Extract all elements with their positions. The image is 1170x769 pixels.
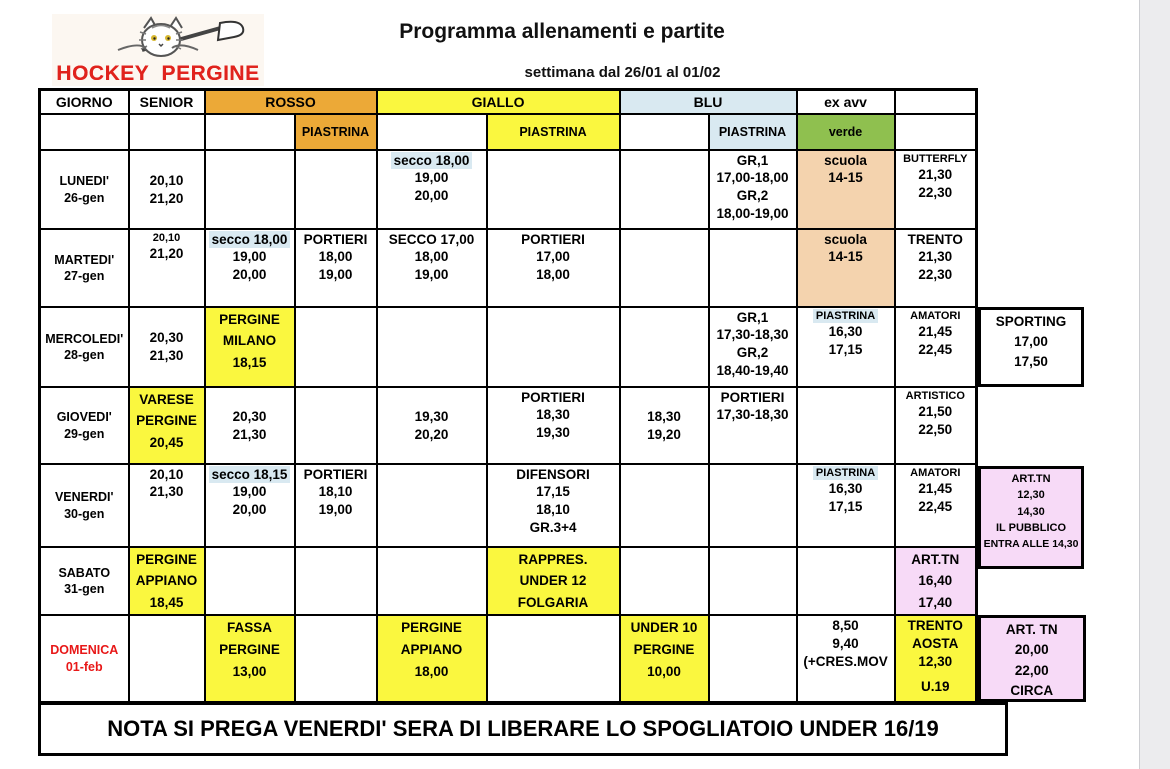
- cell-line: U.19: [921, 678, 950, 694]
- cell-line: 12,30: [918, 653, 953, 669]
- cell-line: 22,50: [918, 421, 953, 437]
- cell-line: PORTIERI: [521, 231, 585, 247]
- schedule-cell: [377, 229, 487, 307]
- schedule-cell: [487, 464, 620, 547]
- cell-line: 20,00: [232, 502, 267, 518]
- schedule-cell: [129, 615, 205, 702]
- cell-line: 19,30: [536, 425, 570, 441]
- note-text: NOTA SI PREGA VENERDI' SERA DI LIBERARE LO SPOGLIATOIO UNDER 16/19: [107, 716, 939, 741]
- schedule-cell: [620, 387, 709, 464]
- cell-line: 19,30: [414, 408, 449, 424]
- schedule-cell: [377, 307, 487, 387]
- header-cell: BLU: [620, 90, 797, 114]
- cell-line: 22,00: [1014, 662, 1049, 678]
- outside-column-cell: [977, 229, 1088, 307]
- cell-line: scuola: [824, 231, 867, 247]
- schedule-cell: [295, 615, 377, 702]
- subheader-cell: [895, 114, 977, 150]
- outside-column-cell: [977, 150, 1088, 229]
- outside-column-cell: [977, 307, 1088, 387]
- schedule-cell: [709, 229, 797, 307]
- cell-line: 20,10: [152, 231, 181, 244]
- cell-line: TRENTO: [907, 231, 963, 247]
- outside-column-cell: [977, 90, 1088, 114]
- cell-line: PIASTRINA: [798, 309, 894, 324]
- schedule-cell: [620, 307, 709, 387]
- schedule-cell: [377, 464, 487, 547]
- cell-line: UNDER 12: [519, 573, 587, 589]
- cell-line: 20,00: [414, 188, 449, 204]
- schedule-cell: [295, 464, 377, 547]
- cell-line: scuola: [824, 152, 867, 168]
- cell-line: 26-gen: [64, 190, 105, 205]
- cell-line: 21,30: [232, 426, 267, 442]
- cell-line: secco 18,00: [378, 152, 486, 170]
- schedule-cell: [487, 615, 620, 702]
- subheader-cell: verde: [797, 114, 895, 150]
- schedule-cell: [487, 307, 620, 387]
- schedule-cell: [797, 150, 895, 229]
- cell-line: 10,00: [647, 663, 681, 679]
- cell-line: 17,30-18,30: [716, 327, 789, 343]
- cell-line: LUNEDI': [59, 174, 109, 188]
- cell-line: VARESE: [139, 391, 194, 407]
- schedule-cell: [620, 229, 709, 307]
- cell-line: GR,2: [736, 345, 769, 361]
- schedule-cell: [709, 307, 797, 387]
- cell-line: ARTISTICO: [905, 389, 965, 402]
- subheader-cell: PIASTRINA: [487, 114, 620, 150]
- schedule-cell: [487, 229, 620, 307]
- cell-line: 20,00: [232, 267, 267, 283]
- schedule-cell: [377, 547, 487, 616]
- subheader-cell: [377, 114, 487, 150]
- schedule-cell: [895, 547, 977, 616]
- subheader-cell: PIASTRINA: [295, 114, 377, 150]
- subheader-cell: [620, 114, 709, 150]
- cell-line: 21,20: [149, 190, 184, 206]
- cell-line: APPIANO: [400, 641, 463, 657]
- cell-line: 18,00-19,00: [716, 205, 789, 221]
- cell-line: 29-gen: [64, 426, 105, 441]
- schedule-cell: [620, 615, 709, 702]
- cell-line: 20,10: [149, 172, 184, 188]
- schedule-cell: [895, 150, 977, 229]
- cell-line: 27-gen: [64, 269, 105, 283]
- cell-line: AMATORI: [910, 466, 961, 479]
- table-row: [40, 387, 1088, 464]
- cell-line: 21,20: [149, 246, 184, 262]
- cell-line: 19,00: [414, 267, 449, 283]
- cell-line: 18,00: [318, 249, 353, 265]
- day-cell: [40, 547, 129, 616]
- cell-line: 21,50: [918, 404, 953, 420]
- cell-line: 17,00: [536, 249, 570, 265]
- cell-line: 17,50: [1014, 354, 1048, 369]
- cell-line: 01-feb: [65, 659, 103, 674]
- table-row: [40, 615, 1088, 702]
- schedule-cell: [895, 229, 977, 307]
- schedule-cell: [205, 464, 295, 547]
- week-subtitle: settimana dal 26/01 al 01/02: [524, 64, 721, 81]
- cell-line: FASSA: [226, 620, 272, 636]
- schedule-cell: [295, 387, 377, 464]
- cell-line: 21,30: [149, 484, 184, 500]
- cell-line: VENERDI': [54, 490, 114, 504]
- table-row: [40, 229, 1088, 307]
- schedule-cell: [709, 387, 797, 464]
- cell-line: 18,30: [647, 408, 681, 424]
- cell-line: 13,00: [232, 663, 267, 679]
- cell-line: APPIANO: [135, 573, 198, 589]
- cell-line: 19,00: [232, 249, 267, 265]
- header-cell: ROSSO: [205, 90, 377, 114]
- cell-line: PERGINE: [219, 641, 280, 657]
- cell-line: 20,20: [414, 426, 449, 442]
- cell-line: 17,00-18,00: [716, 170, 789, 186]
- cell-line: 18,00: [414, 249, 449, 265]
- cell-line: PERGINE: [136, 551, 197, 567]
- cell-line: secco 18,00: [206, 231, 294, 249]
- schedule-cell: [797, 307, 895, 387]
- cell-line: 30-gen: [64, 506, 105, 521]
- cell-line: ART.TN: [1011, 472, 1051, 485]
- cell-line: 20,45: [149, 435, 184, 451]
- schedule-cell: [295, 150, 377, 229]
- cell-line: SPORTING: [995, 313, 1067, 329]
- schedule-cell: [377, 387, 487, 464]
- cell-line: 20,30: [232, 408, 267, 424]
- cell-line: 18,00: [536, 267, 570, 283]
- schedule-cell: [487, 387, 620, 464]
- cell-line: 17,00: [1014, 333, 1048, 349]
- cell-line: 22,30: [918, 184, 953, 200]
- cell-line: 20,10: [149, 466, 184, 482]
- outside-column-cell: [977, 615, 1088, 702]
- cell-line: 14-15: [828, 170, 863, 186]
- cell-line: MERCOLEDI': [45, 331, 124, 346]
- cell-line: 19,20: [647, 426, 681, 442]
- cell-line: BUTTERFLY: [903, 152, 968, 165]
- attached-box: [978, 466, 1084, 569]
- cell-line: 9,40: [832, 635, 859, 651]
- cell-line: GR,1: [736, 309, 769, 325]
- schedule-cell: [205, 229, 295, 307]
- schedule-cell: [205, 615, 295, 702]
- cell-line: 19,00: [232, 484, 267, 500]
- cell-line: DIFENSORI: [516, 466, 590, 482]
- cell-line: MILANO: [222, 333, 277, 349]
- table-row: [40, 464, 1088, 547]
- schedule-cell: [797, 615, 895, 702]
- cell-line: 16,30: [828, 481, 863, 497]
- schedule-cell: [620, 547, 709, 616]
- cell-line: 21,45: [918, 324, 953, 340]
- cell-line: 17,15: [536, 484, 570, 500]
- cell-line: 16,40: [918, 573, 953, 589]
- cell-line: ART. TN: [1005, 622, 1058, 638]
- cell-line: 20,00: [1014, 642, 1049, 658]
- schedule-cell: [129, 229, 205, 307]
- cell-line: GR,2: [736, 188, 769, 204]
- cell-line: 22,45: [918, 341, 953, 357]
- cell-line: AOSTA: [912, 635, 959, 651]
- schedule-cell: [797, 464, 895, 547]
- header-cell: SENIOR: [129, 90, 205, 114]
- cell-line: GIOVEDI': [56, 410, 112, 424]
- cell-line: 21,30: [918, 167, 953, 183]
- day-cell: [40, 615, 129, 702]
- cell-line: 31-gen: [64, 582, 105, 597]
- schedule-cell: [709, 615, 797, 702]
- cell-line: 20,30: [149, 330, 184, 346]
- cell-line: (+CRES.MOV: [803, 653, 888, 669]
- cell-line: PERGINE: [633, 641, 695, 657]
- cell-line: TRENTO: [907, 618, 963, 634]
- cell-line: 21,30: [918, 249, 953, 265]
- schedule-cell: [205, 547, 295, 616]
- table-row: [40, 307, 1088, 387]
- cell-line: UNDER 10: [630, 620, 698, 636]
- cell-line: 19,00: [318, 502, 353, 518]
- subheader-cell: [205, 114, 295, 150]
- schedule-cell: [129, 547, 205, 616]
- logo-wordmark: HOCKEY PERGINE: [56, 62, 260, 85]
- cell-line: 18,45: [149, 595, 184, 611]
- cell-line: ART.TN: [911, 551, 960, 567]
- page-title: Programma allenamenti e partite: [399, 20, 725, 43]
- cell-line: 14,30: [1017, 505, 1045, 518]
- cell-line: PIASTRINA: [798, 466, 894, 481]
- day-cell: [40, 387, 129, 464]
- subheader-cell: [129, 114, 205, 150]
- schedule-cell: [129, 387, 205, 464]
- header-cell: GIALLO: [377, 90, 620, 114]
- outside-column-cell: [977, 387, 1088, 464]
- cell-line: 17,15: [828, 341, 863, 357]
- schedule-cell: [709, 547, 797, 616]
- schedule-cell: [295, 229, 377, 307]
- cell-line: ENTRA ALLE 14,30: [983, 537, 1079, 550]
- schedule-cell: [895, 464, 977, 547]
- cell-line: 18,10: [318, 484, 353, 500]
- cell-line: 19,00: [318, 267, 353, 283]
- cell-line: 18,15: [232, 355, 267, 371]
- day-cell: [40, 229, 129, 307]
- subheader-cell: [40, 114, 129, 150]
- schedule-cell: [895, 307, 977, 387]
- cell-line: GR.3+4: [529, 519, 577, 535]
- table-row: [40, 150, 1088, 229]
- schedule-cell: [797, 229, 895, 307]
- schedule-cell: [129, 150, 205, 229]
- cell-line: CIRCA: [1010, 682, 1054, 698]
- cell-line: RAPPRES.: [518, 551, 588, 567]
- cell-line: 22,30: [918, 267, 953, 283]
- cell-line: 18,40-19,40: [716, 362, 789, 378]
- schedule-cell: [377, 150, 487, 229]
- schedule-cell: [797, 547, 895, 616]
- schedule-cell: [129, 464, 205, 547]
- cell-line: 18,10: [536, 502, 570, 518]
- cell-line: 14-15: [828, 249, 863, 265]
- attached-box: [978, 615, 1086, 702]
- schedule-cell: [129, 307, 205, 387]
- cell-line: AMATORI: [910, 309, 961, 322]
- cell-line: SECCO 17,00: [388, 231, 475, 247]
- cell-line: PORTIERI: [720, 389, 785, 405]
- day-cell: [40, 307, 129, 387]
- cell-line: 19,00: [414, 170, 449, 186]
- schedule-cell: [377, 615, 487, 702]
- cell-line: FOLGARIA: [517, 595, 589, 611]
- cell-line: GR,1: [736, 152, 769, 168]
- header-cell: [895, 90, 977, 114]
- cell-line: 17,15: [828, 498, 863, 514]
- schedule-cell: [797, 387, 895, 464]
- cell-line: SABATO: [58, 565, 111, 580]
- cell-line: 22,45: [918, 498, 953, 514]
- schedule-cell: [620, 150, 709, 229]
- cell-line: DOMENICA: [50, 643, 119, 658]
- schedule-cell: [205, 307, 295, 387]
- cell-line: 8,50: [832, 618, 859, 634]
- header-cell: ex avv: [797, 90, 895, 114]
- cell-line: 21,30: [149, 348, 184, 363]
- cell-line: secco 18,15: [206, 466, 294, 484]
- table-row: [40, 547, 1088, 616]
- cell-line: 12,30: [1017, 489, 1045, 501]
- cell-line: PERGINE: [401, 620, 462, 636]
- schedule-cell: [487, 150, 620, 229]
- cell-line: PERGINE: [136, 413, 197, 429]
- schedule-cell: [709, 464, 797, 547]
- day-cell: [40, 150, 129, 229]
- schedule-cell: [205, 387, 295, 464]
- cell-line: 21,45: [918, 481, 953, 497]
- day-cell: [40, 464, 129, 547]
- attached-box: [978, 307, 1084, 387]
- cell-line: 28-gen: [64, 348, 105, 362]
- cell-line: 18,30: [536, 407, 570, 423]
- subheader-cell: PIASTRINA: [709, 114, 797, 150]
- schedule-table: [38, 88, 1089, 704]
- note-box: [38, 702, 1008, 756]
- cell-line: 17,30-18,30: [716, 407, 789, 423]
- outside-column-cell: [977, 114, 1088, 150]
- cell-line: IL PUBBLICO: [995, 522, 1067, 534]
- outside-column-cell: [977, 464, 1088, 550]
- cell-line: PERGINE: [219, 311, 280, 327]
- cell-line: 16,30: [828, 324, 863, 340]
- cell-line: 17,40: [918, 595, 953, 611]
- schedule-cell: [295, 307, 377, 387]
- cell-line: PORTIERI: [303, 231, 368, 247]
- header-cell: GIORNO: [40, 90, 129, 114]
- schedule-cell: [895, 387, 977, 464]
- scrollbar-track[interactable]: [1139, 0, 1170, 769]
- schedule-cell: [295, 547, 377, 616]
- schedule-cell: [487, 547, 620, 616]
- schedule-cell: [620, 464, 709, 547]
- cell-line: PORTIERI: [303, 466, 368, 482]
- cell-line: PORTIERI: [521, 389, 585, 405]
- schedule-cell: [895, 615, 977, 702]
- schedule-cell: [709, 150, 797, 229]
- cell-line: 18,00: [414, 663, 449, 679]
- cell-line: MARTEDI': [54, 252, 115, 267]
- schedule-cell: [205, 150, 295, 229]
